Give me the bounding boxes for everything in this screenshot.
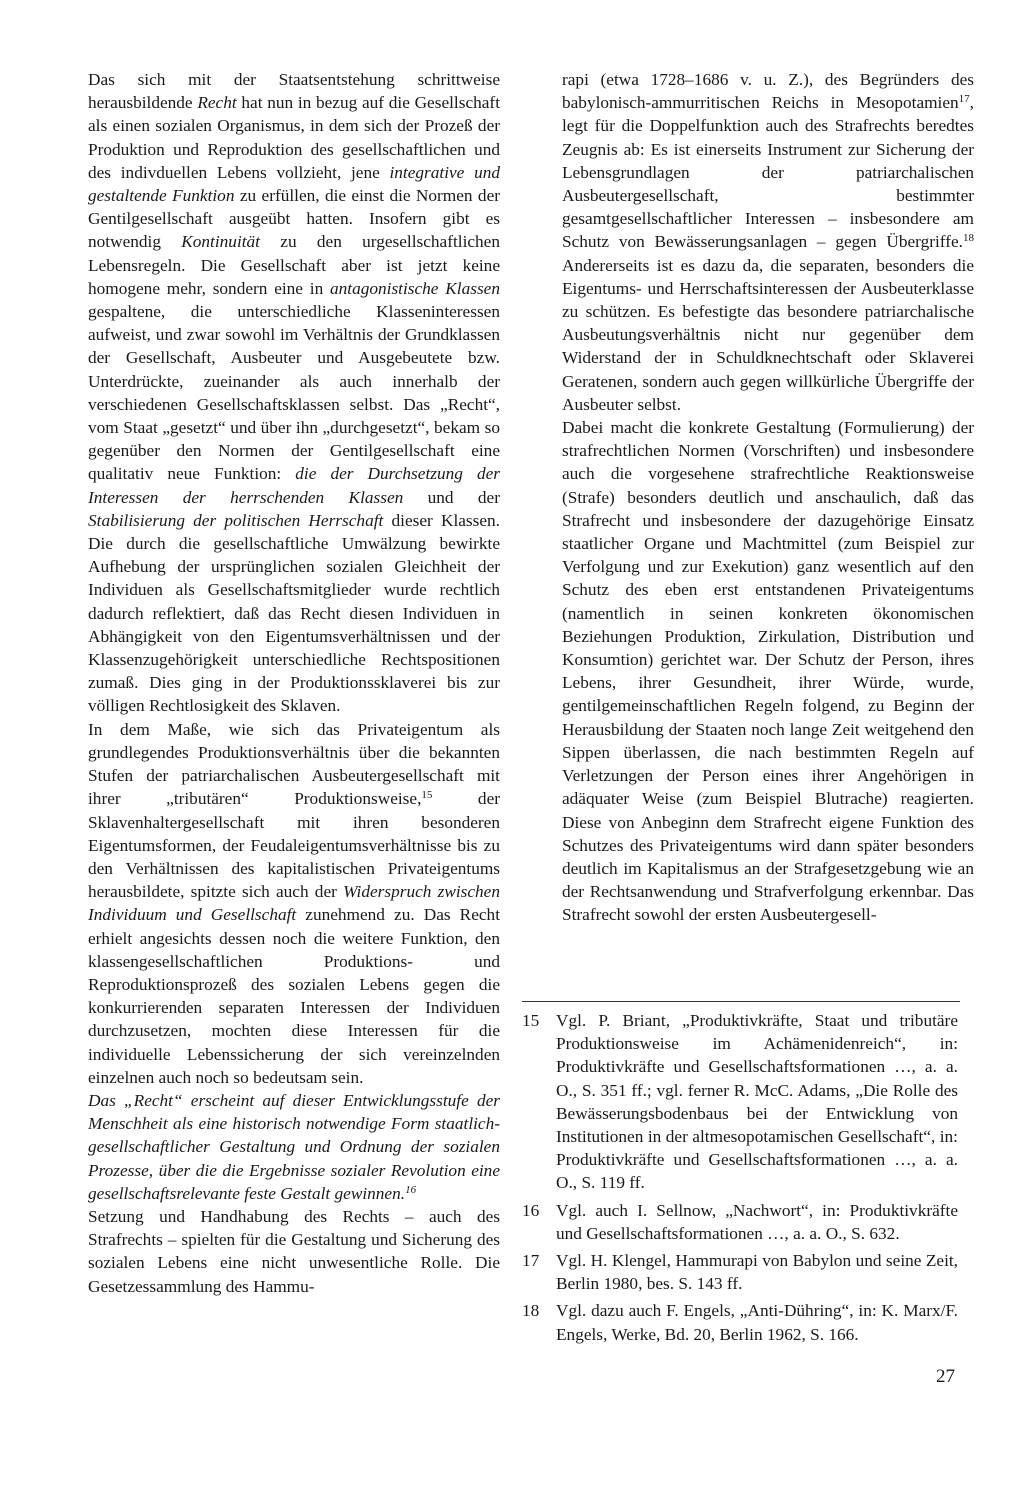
right-column [562, 68, 974, 927]
footnote-number: 16 [522, 1200, 540, 1220]
text-run: zunehmend zu. Das Recht erhielt angesichts dessen noch die weitere Funktion, den klassengesellschaftlichen Produktions- und Reproduktionsprozeß des sozialen Lebens gegen die konkurrierenden separaten Interessen der Individuen durchzusetzen, mochten diese Interessen für die individuelle Lebenssicherung der sich vereinzelnden einzelnen auch noch so bedeutsam sein. [88, 905, 500, 1087]
emphasis: Widerspruch zwischen Individuum und Gesellschaft [88, 882, 500, 925]
paragraph-strafrecht: Dabei macht die konkrete Gestaltung (Formulierung) der strafrechtlichen Normen (Vorschriften) und insbesondere auch die vorgesehene strafrechtliche Reaktionsweise (Strafe) besonders deutlich und anschaulich, daß das Strafrecht und insbesondere der dazugehörige Einsatz staatlicher Organe und Machtmittel (zum Beispiel zur Verfolgung und zur Exekution) ganz wesentlich auf den Schutz des eben erst entstandenen Privateigentums (namentlich in seinen konkreten ökonomischen Beziehungen Produktion, Zirkulation, Distribution und Konsumtion) gerichtet war. Der Schutz der Person, ihres Lebens, ihrer Gesundheit, ihrer Würde, wurde, gentilgemeinschaftlichen Regeln folgend, zu Beginn der Herausbildung der Staaten noch lange Zeit weitgehend den Sippen überlassen, die nach bestimmten Regeln auf Verletzungen der Person eines ihrer Angehörigen in adäquater Weise (zum Beispiel Blutrache) reagierten. Diese von Anbeginn dem Strafrecht eigene Funktion des Schutzes des Privateigentums wird dann später besonders deutlich im Kapitalismus an der Strafgesetzgebung wie an der Rechtsanwendung und Strafverfolgung erkennbar. Das Strafrecht sowohl der ersten Ausbeutergesell- [562, 418, 974, 925]
footnote-divider [522, 1001, 960, 1002]
footnotes [522, 1009, 958, 1350]
footnote-number: 15 [522, 1011, 540, 1030]
left-column [88, 68, 500, 1298]
paragraph-setzung: Setzung und Handhabung des Rechts – auch des Strafrechts – spielten für die Gestaltung und Sicherung des sozialen Lebens eine nicht unwesentliche Rolle. Die Gesetzessammlung des Hammu- [88, 1206, 500, 1296]
text-run: Das „Recht“ erscheint auf dieser Entwicklungsstufe der Menschheit als eine historisch notwendige Form staatlich-gesellschaftlicher Gestaltung und Ordnung der sozialen Prozesse, über die die Ergebnisse sozialer Revolution eine gesellschaftsrelevante feste Gestalt gewinnen. [88, 1090, 500, 1203]
text-run: und der [403, 487, 500, 507]
text-run: , legt für die Doppelfunktion auch des Strafrechts beredtes Zeugnis ab: Es ist einerseits Instrument zur Sicherung der Lebensgrundlagen der patriarchalischen Ausbeutergesellschaft, bestimmter gesamtgesellschaftlicher Interessen – insbesondere am Schutz von Bewässerungsanlagen – gegen Übergriffe. [562, 93, 974, 252]
footnote-text: Vgl. H. Klengel, Hammurapi von Babylon und seine Zeit, Berlin 1980, bes. S. 143 ff. [556, 1251, 958, 1294]
footnote-ref-17[interactable]: 17 [958, 93, 970, 106]
footnote-text: Vgl. dazu auch F. Engels, „Anti-Dühring“, in: K. Marx/F. Engels, Werke, Bd. 20, Berlin 1962, S. 166. [556, 1301, 958, 1344]
paragraph-recht-funktion [88, 68, 500, 718]
text-run: zu erfüllen, die einst die Normen der Gentilgesellschaft ausgeübt hatten. Insofern gibt es notwendig [88, 186, 500, 252]
emphasis: Recht [197, 93, 237, 113]
footnote-ref-16[interactable]: 16 [405, 1183, 417, 1196]
footnote-text: Vgl. P. Briant, „Produktivkräfte, Staat und tributäre Produktionsweise im Achämenidenreich“, in: Produktivkräfte und Gesellschaftsformationen …, a. a. O., S. 351 ff.; vgl. ferner R. McC. Adams, „Die Rolle des Bewässerungsbodenbaus bei der Entwicklung von Institutionen in der altmesopotamischen Gesellschaft“, in: Produktivkräfte und Gesellschaftsformationen …, a. a. O., S. 119 ff. [556, 1011, 958, 1193]
page-number: 27 [936, 1366, 955, 1387]
emphasis: integrative und gestaltende Funktion [88, 162, 500, 206]
text-run: der Sklavenhaltergesellschaft mit ihren besonderen Eigentumsformen, der Feudaleigentumsverhältnisse bis zu den Verhältnissen des kapitalistischen Privateigentums herausbildete, spitzte sich auch der [88, 789, 501, 902]
footnote-text: Vgl. auch I. Sellnow, „Nachwort“, in: Produktivkräfte und Gesellschaftsformationen …, a. a. O., S. 632. [556, 1200, 958, 1243]
footnote-ref-18[interactable]: 18 [963, 232, 974, 245]
footnote-15 [522, 1009, 958, 1195]
text-run: Das sich mit der Staatsentstehung schrittweise herausbildende [88, 70, 500, 113]
paragraph-italic-thesis [88, 1089, 500, 1205]
footnote-18 [522, 1299, 958, 1345]
text-run: hat nun in bezug auf die Gesellschaft als einen sozialen Organismus, in dem sich der Prozeß der Produktion und Reproduktion des gesellschaftlichen und des indivduellen Lebens vollzieht, jene [88, 93, 500, 182]
paragraph-hammurapi [562, 68, 974, 416]
footnote-17 [522, 1249, 958, 1295]
footnote-16 [522, 1199, 958, 1245]
text-run: zu den urgesellschaftlichen Lebensregeln. Die Gesellschaft aber ist jetzt keine homogene mehr, sondern eine in [88, 232, 500, 298]
footnote-number: 17 [522, 1251, 540, 1271]
emphasis: Stabilisierung der politischen Herrschaft [88, 510, 384, 530]
footnote-ref-15[interactable]: 15 [421, 789, 433, 802]
text-run: rapi (etwa 1728–1686 v. u. Z.), des Begründers des babylonisch-ammurritischen Reichs in Mesopotamien [562, 70, 974, 113]
text-run: In dem Maße, wie sich das Privateigentum als grundlegendes Produktionsverhältnis über die bekannten Stufen der patriarchalischen Ausbeutergesellschaft mit ihrer „tributären“ Produktionsweise, [88, 719, 500, 809]
emphasis: antagonistische Klassen [330, 278, 500, 298]
emphasis: die der Durchsetzung der Interessen der herrschenden Klassen [88, 464, 500, 507]
paragraph-privateigentum [88, 718, 500, 1089]
text-run: Andererseits ist es dazu da, die separaten, besonders die Eigentums- und Herrschaftsinteressen der Ausbeuterklasse zu schützen. Es befestigte das besondere patriarchalische Ausbeutungsverhältnis nicht nur gegenüber dem Widerstand der in Schuldknechtschaft oder Sklaverei Geratenen, sondern auch gegen willkürliche Übergriffe der Ausbeuter selbst. [562, 255, 974, 414]
text-run: gespaltene, die unterschiedliche Klasseninteressen aufweist, und zwar sowohl im Verhältnis der Grundklassen der Gesellschaft, Ausbeuter und Ausgebeutete bzw. Unterdrückte, zueinander als auch innerhalb der verschiedenen Gesellschaftsklassen selbst. Das „Recht“, vom Staat „gesetzt“ und über ihn „durchgesetzt“, bekam so gegenüber den Normen der Gentilgesellschaft eine qualitativ neue Funktion: [88, 302, 500, 484]
text-run: dieser Klassen. Die durch die gesellschaftliche Umwälzung bewirkte Aufhebung der ursprünglichen sozialen Gleichheit der Individuen als Gesellschaftsmitglieder wurde rechtlich dadurch reflektiert, daß das Recht diesen Individuen in Abhängigkeit von den Eigentumsverhältnissen und der Klassenzugehörigkeit unterschiedliche Rechtspositionen zumaß. Dies ging in der Produktionssklaverei bis zur völligen Rechtlosigkeit des Sklaven. [88, 510, 500, 716]
footnote-number: 18 [522, 1301, 540, 1321]
emphasis: Kontinuität [181, 232, 260, 252]
